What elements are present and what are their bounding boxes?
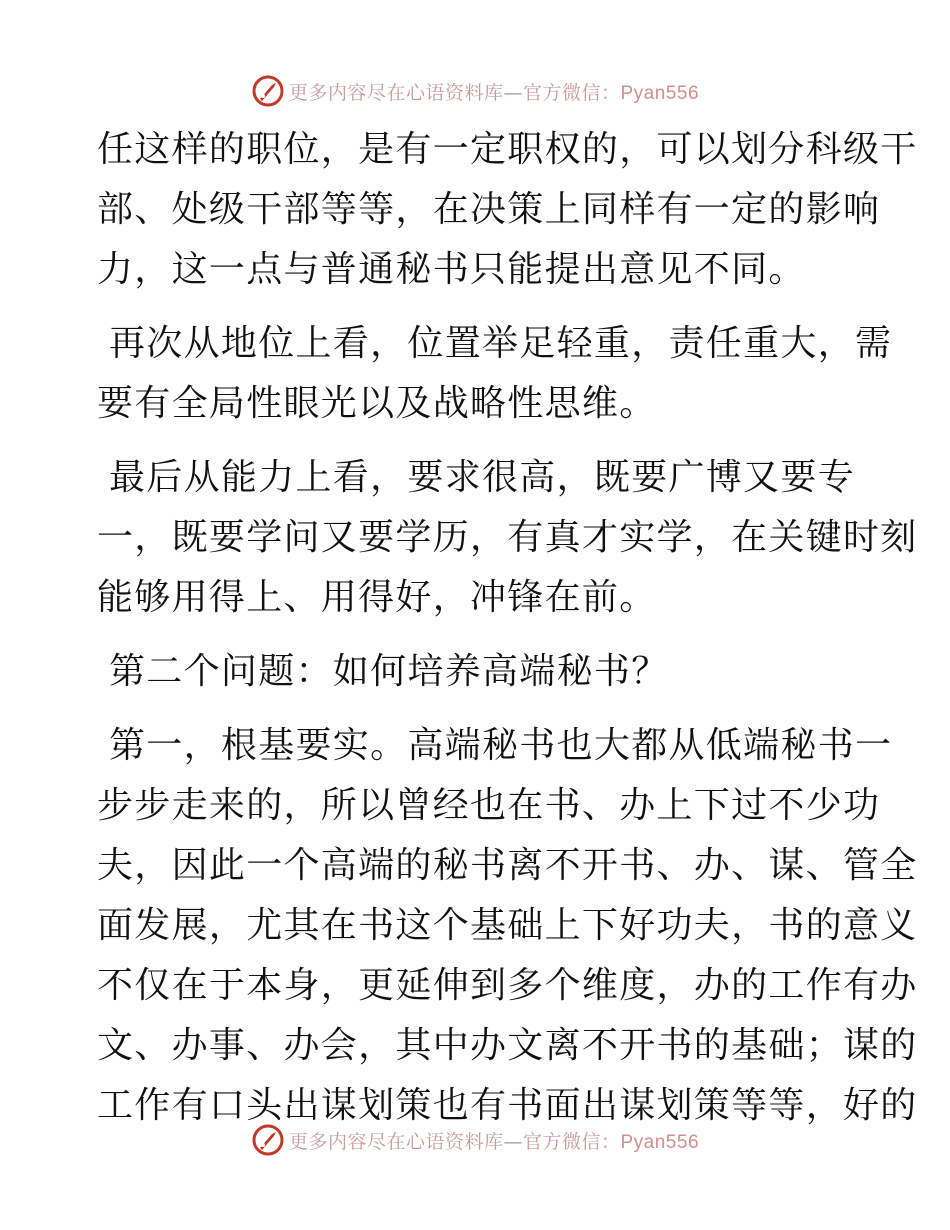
watermark-account: Pyan556 — [620, 82, 700, 104]
quill-logo-icon — [251, 74, 285, 108]
paragraph-1 — [97, 120, 918, 300]
watermark-separator: — — [503, 1130, 523, 1153]
watermark-separator: — — [503, 81, 523, 104]
text-line: 第一，根基要实。高端秘书也大都从低端秘书一 — [109, 725, 893, 766]
text-line: 任这样的职位，是有一定职权的，可以划分科级干 — [97, 129, 918, 170]
header-watermark — [0, 71, 950, 111]
text-line: 不仅在于本身，更延伸到多个维度，办的工作有办 — [97, 965, 918, 1006]
text-line: 最后从能力上看，要求很高，既要广博又要专 — [109, 457, 856, 498]
watermark-prefix: 更多内容尽在心语资料库 — [288, 1130, 504, 1153]
footer-watermark — [0, 1120, 950, 1160]
text-line: 工作有口头出谋划策也有书面出谋划策等等，好的 — [97, 1085, 918, 1126]
text-line: 文、办事、办会，其中办文离不开书的基础；谋的 — [97, 1025, 918, 1066]
paragraph-4 — [97, 716, 918, 1136]
text-line: 步步走来的，所以曾经也在书、办上下过不少功 — [97, 785, 881, 826]
text-line: 夫，因此一个高端的秘书离不开书、办、谋、管全 — [97, 845, 918, 886]
text-line: 再次从地位上看，位置举足轻重，责任重大，需 — [109, 323, 893, 364]
text-line: 能够用得上、用得好，冲锋在前。 — [97, 577, 657, 618]
text-line: 部、处级干部等等，在决策上同样有一定的影响 — [97, 189, 881, 230]
watermark-text — [289, 78, 699, 105]
quill-logo-icon — [251, 1123, 285, 1157]
section-heading — [97, 642, 857, 702]
watermark-suffix: 官方微信： — [522, 1130, 621, 1153]
paragraph-3 — [97, 448, 918, 628]
watermark-prefix: 更多内容尽在心语资料库 — [288, 81, 504, 104]
paragraph-2 — [97, 314, 893, 434]
watermark-suffix: 官方微信： — [522, 81, 621, 104]
text-line: 要有全局性眼光以及战略性思维。 — [97, 383, 657, 424]
document-body — [97, 120, 918, 1150]
watermark-text — [289, 1127, 699, 1154]
text-line: 面发展，尤其在书这个基础上下好功夫，书的意义 — [97, 905, 918, 946]
text-line: 力，这一点与普通秘书只能提出意见不同。 — [97, 249, 806, 290]
text-line: 第二个问题：如何培养高端秘书？ — [109, 651, 669, 692]
watermark-account: Pyan556 — [620, 1131, 700, 1153]
text-line: 一，既要学问又要学历，有真才实学，在关键时刻 — [97, 517, 918, 558]
